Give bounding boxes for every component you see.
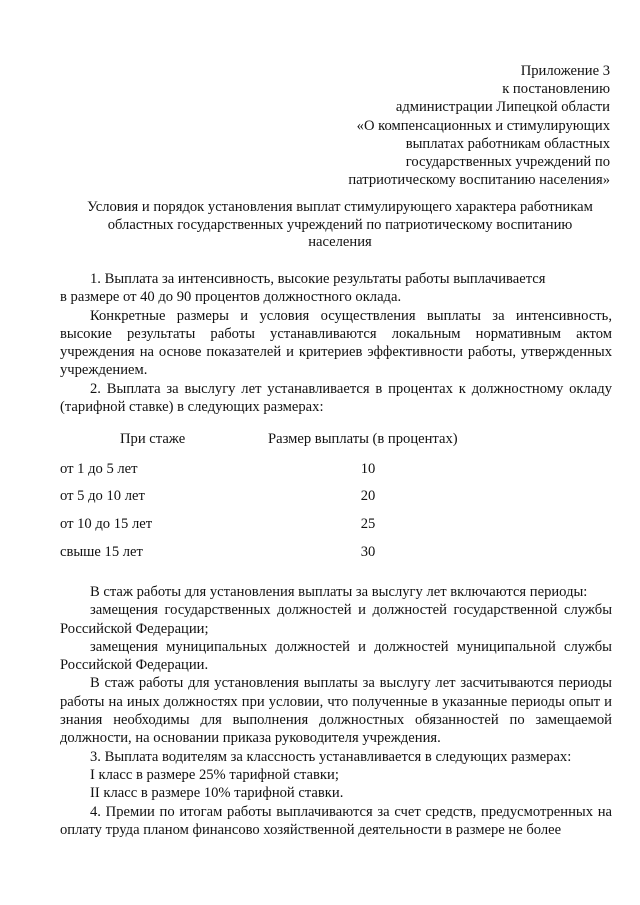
appendix-line: «О компенсационных и стимулирующих	[356, 117, 610, 134]
appendix-line: к постановлению	[502, 81, 610, 98]
table-header-experience: При стаже	[120, 431, 186, 447]
table-cell-value: 30	[360, 544, 376, 560]
title-line: областных государственных учреждений по патриотическому воспитанию	[107, 216, 573, 233]
table-cell-value: 20	[360, 488, 376, 504]
table-cell-experience: от 5 до 10 лет	[60, 488, 145, 504]
paragraph-5: замещения государственных должностей и должностей государственной службы Российской Федерации;	[60, 602, 612, 637]
document-body-top	[60, 270, 612, 416]
paragraph-10: II класс в размере 10% тарифной ставки.	[90, 785, 344, 802]
appendix-line: патриотическому воспитанию населения»	[348, 172, 610, 189]
table-cell-experience: от 10 до 15 лет	[60, 516, 153, 532]
appendix-line: выплатах работникам областных	[405, 135, 610, 152]
paragraph-4: В стаж работы для установления выплаты за выслугу лет включаются периоды:	[90, 584, 588, 600]
table-row	[60, 487, 145, 505]
paragraph-1-line-2: в размере от 40 до 90 процентов должностного оклада.	[60, 289, 402, 306]
appendix-line: Приложение 3	[520, 63, 610, 79]
table-row	[60, 460, 138, 478]
table-cell-value: 10	[360, 461, 376, 477]
table-cell-experience: свыше 15 лет	[60, 544, 143, 560]
appendix-line: государственных учреждений по	[405, 154, 610, 171]
paragraph-8: 3. Выплата водителям за классность устанавливается в следующих размерах:	[90, 748, 572, 765]
table-header-payment: Размер выплаты (в процентах)	[268, 431, 458, 447]
paragraph-1-line-1: 1. Выплата за интенсивность, высокие результаты работы выплачивается	[90, 271, 546, 287]
paragraph-7: В стаж работы для установления выплаты за выслугу лет засчитываются периоды работы на иных должностях при условии, что полученные в указанные периоды опыт и знания необходимы для выполнения должностных обязанностей по замещаемой должности, на основании приказа руководителя учреждения.	[60, 675, 612, 747]
table-cell-experience: от 1 до 5 лет	[60, 461, 138, 477]
appendix-line: администрации Липецкой области	[395, 99, 610, 116]
table-row	[60, 543, 143, 561]
document-body-bottom	[60, 583, 612, 839]
table-row	[60, 515, 152, 533]
paragraph-2: Конкретные размеры и условия осуществления выплаты за интенсивность, высокие результаты работы устанавливаются локальным нормативным актом учреждения на основе показателей и критериев эффективности работы, утвержденных учреждением.	[60, 307, 612, 379]
paragraph-6: замещения муниципальных должностей и должностей муниципальной службы Российской Федерации.	[60, 638, 612, 674]
paragraph-9: I класс в размере 25% тарифной ставки;	[90, 766, 339, 783]
table-cell-value: 25	[360, 516, 376, 532]
title-line: населения	[308, 234, 372, 250]
paragraph-3: 2. Выплата за выслугу лет устанавливается в процентах к должностному окладу (тарифной ставке) в следующих размерах:	[60, 380, 612, 416]
title-line: Условия и порядок установления выплат стимулирующего характера работникам	[87, 199, 593, 215]
appendix-header	[280, 62, 610, 189]
document-title	[60, 199, 620, 252]
paragraph-11: 4. Премии по итогам работы выплачиваются за счет средств, предусмотренных на оплату труда планом финансово хозяйственной деятельности в размере не более	[60, 803, 612, 838]
